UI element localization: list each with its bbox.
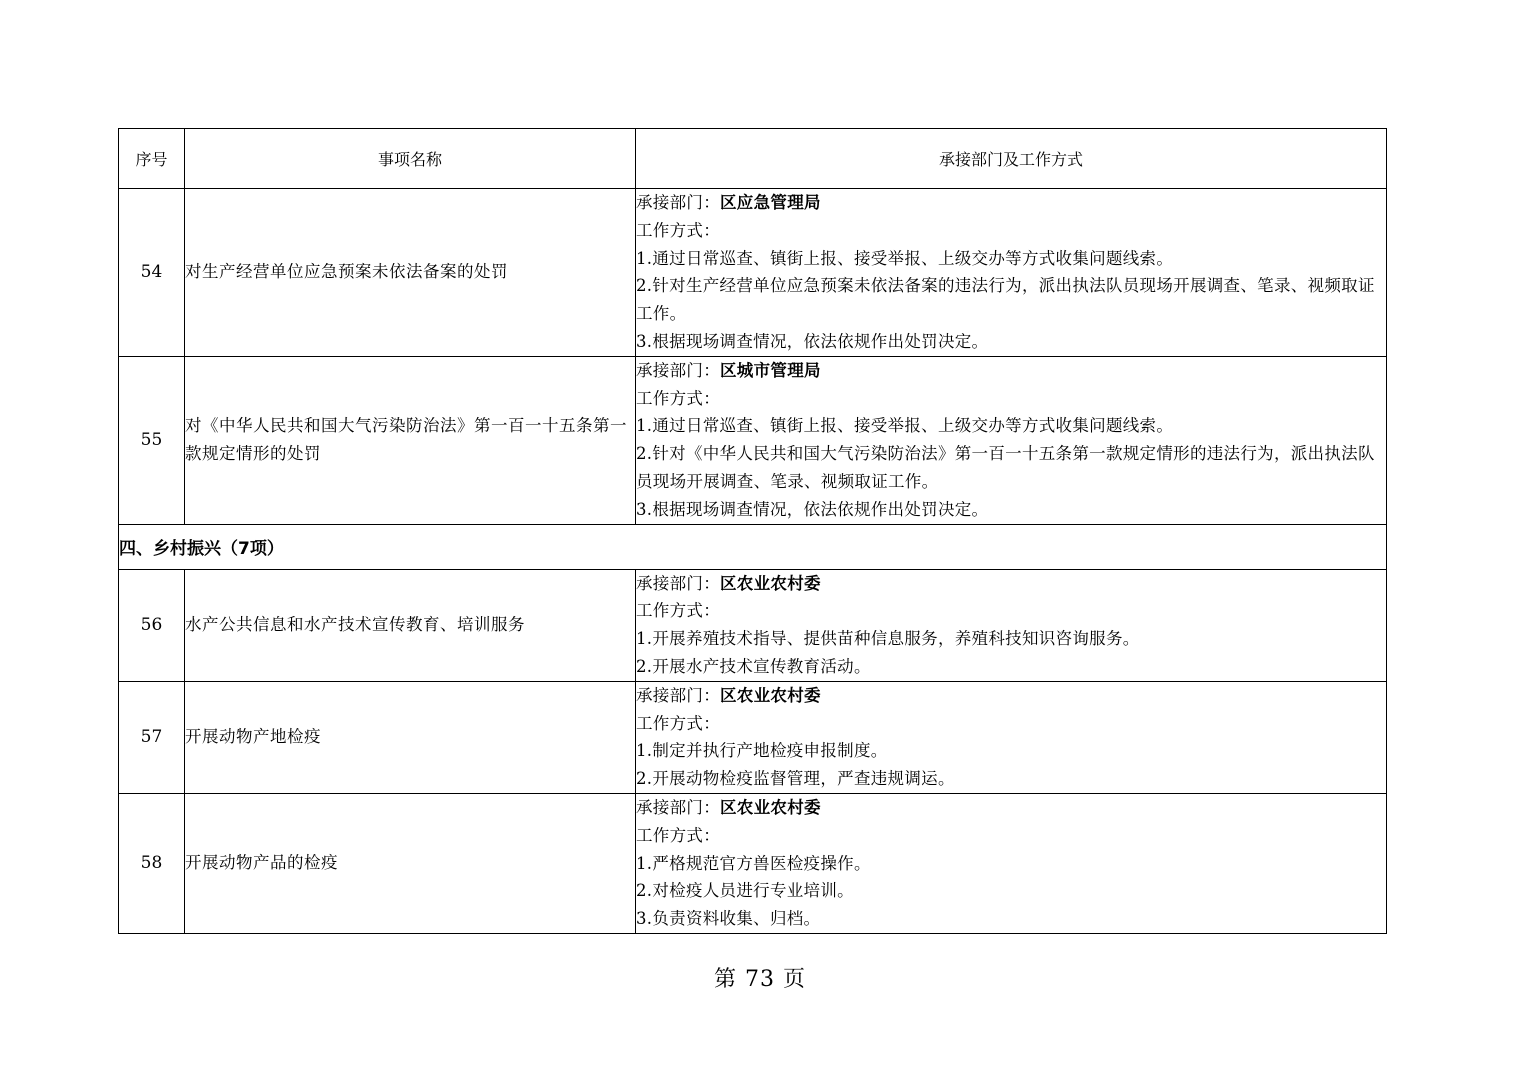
matters-table bbox=[118, 128, 1387, 934]
work-step: 2.开展水产技术宣传教育活动。 bbox=[636, 656, 871, 676]
dept-label: 承接部门： bbox=[636, 685, 720, 705]
work-step: 3.根据现场调查情况，依法依规作出处罚决定。 bbox=[636, 499, 989, 519]
dept-label: 承接部门： bbox=[636, 360, 720, 380]
table-row bbox=[119, 189, 1387, 357]
work-step: 2.针对生产经营单位应急预案未依法备案的违法行为，派出执法队员现场开展调查、笔录、视频取证工作。 bbox=[636, 276, 1375, 324]
row-index: 54 bbox=[119, 189, 185, 357]
work-step: 1.制定并执行产地检疫申报制度。 bbox=[636, 741, 888, 761]
dept-name: 区应急管理局 bbox=[720, 193, 821, 212]
dept-label: 承接部门： bbox=[636, 193, 720, 212]
work-step: 2.针对《中华人民共和国大气污染防治法》第一百一十五条第一款规定情形的违法行为，派出执法队员现场开展调查、笔录、视频取证工作。 bbox=[636, 444, 1375, 491]
method-label: 工作方式： bbox=[636, 220, 720, 240]
dept-name: 区城市管理局 bbox=[720, 360, 821, 380]
work-step: 1.开展养殖技术指导、提供苗种信息服务，养殖科技知识咨询服务。 bbox=[636, 629, 1140, 649]
row-work bbox=[636, 681, 1387, 793]
table-header-row bbox=[119, 129, 1387, 189]
row-name: 水产公共信息和水产技术宣传教育、培训服务 bbox=[185, 569, 636, 681]
dept-name: 区农业农村委 bbox=[720, 685, 821, 705]
row-work bbox=[636, 569, 1387, 681]
dept-line bbox=[636, 189, 1386, 217]
header-index: 序号 bbox=[119, 129, 185, 189]
work-step: 2.开展动物检疫监督管理，严查违规调运。 bbox=[636, 769, 955, 789]
row-index: 56 bbox=[119, 569, 185, 681]
table-row bbox=[119, 793, 1387, 933]
dept-line bbox=[636, 682, 1386, 710]
table-row bbox=[119, 569, 1387, 681]
header-name: 事项名称 bbox=[185, 129, 636, 189]
section-title: 四、乡村振兴（7项） bbox=[119, 524, 1387, 569]
work-step: 1.严格规范官方兽医检疫操作。 bbox=[636, 853, 871, 873]
page-number: 第 73 页 bbox=[714, 967, 806, 992]
work-step: 3.负责资料收集、归档。 bbox=[636, 909, 821, 929]
section-row bbox=[119, 524, 1387, 569]
dept-label: 承接部门： bbox=[636, 797, 720, 817]
row-index: 58 bbox=[119, 793, 185, 933]
row-index: 57 bbox=[119, 681, 185, 793]
method-label: 工作方式： bbox=[636, 825, 720, 845]
dept-line bbox=[636, 570, 1386, 598]
dept-name: 区农业农村委 bbox=[720, 797, 821, 817]
row-name: 对生产经营单位应急预案未依法备案的处罚 bbox=[185, 189, 636, 357]
dept-name: 区农业农村委 bbox=[720, 573, 821, 593]
row-work bbox=[636, 793, 1387, 933]
dept-label: 承接部门： bbox=[636, 573, 720, 593]
header-work: 承接部门及工作方式 bbox=[636, 129, 1387, 189]
method-label: 工作方式： bbox=[636, 388, 720, 408]
table-row bbox=[119, 681, 1387, 793]
work-step: 2.对检疫人员进行专业培训。 bbox=[636, 881, 854, 901]
table-row bbox=[119, 356, 1387, 524]
method-label: 工作方式： bbox=[636, 601, 720, 621]
row-work bbox=[636, 356, 1387, 524]
dept-line bbox=[636, 794, 1386, 822]
row-index: 55 bbox=[119, 356, 185, 524]
row-name: 对《中华人民共和国大气污染防治法》第一百一十五条第一款规定情形的处罚 bbox=[185, 356, 636, 524]
work-step: 1.通过日常巡查、镇街上报、接受举报、上级交办等方式收集问题线索。 bbox=[636, 416, 1174, 436]
row-name: 开展动物产品的检疫 bbox=[185, 793, 636, 933]
work-step: 1.通过日常巡查、镇街上报、接受举报、上级交办等方式收集问题线索。 bbox=[636, 248, 1174, 268]
row-name: 开展动物产地检疫 bbox=[185, 681, 636, 793]
dept-line bbox=[636, 357, 1386, 385]
method-label: 工作方式： bbox=[636, 713, 720, 733]
row-work bbox=[636, 189, 1387, 357]
work-step: 3.根据现场调查情况，依法依规作出处罚决定。 bbox=[636, 331, 989, 351]
